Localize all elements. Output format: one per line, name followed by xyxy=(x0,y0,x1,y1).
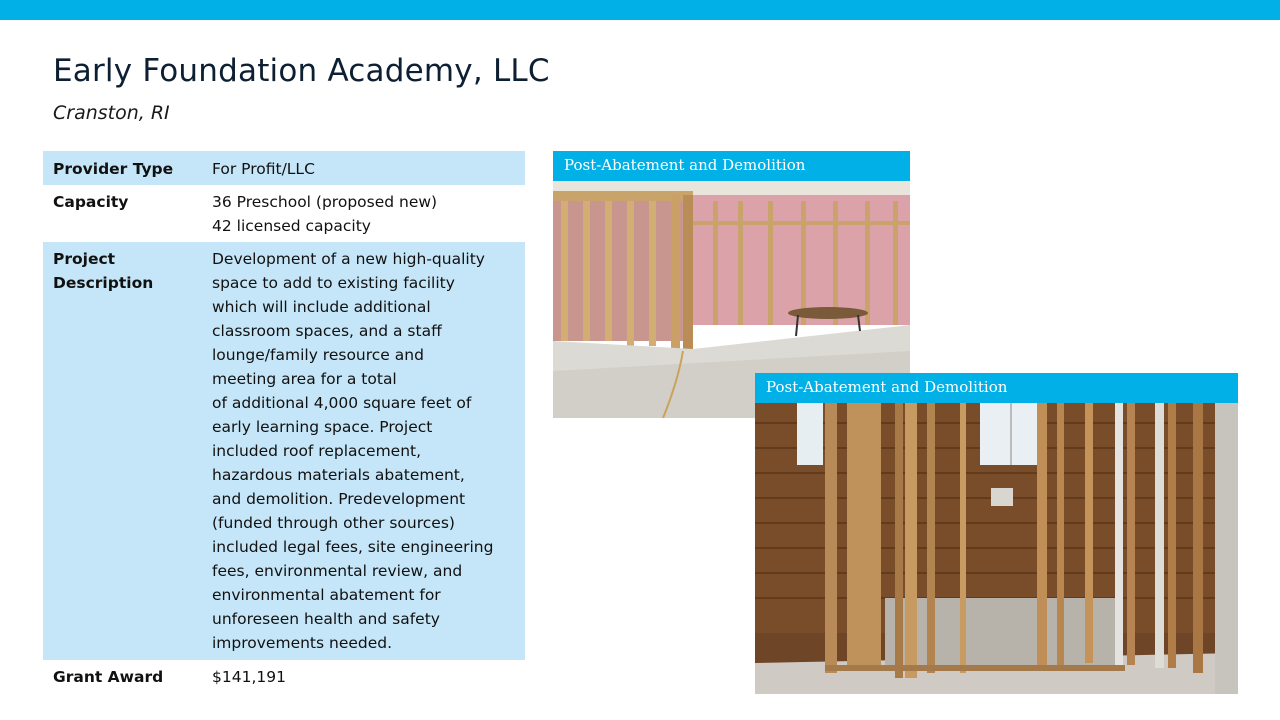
description-line: improvements needed. xyxy=(212,634,393,652)
description-line: space to add to existing facility xyxy=(212,274,455,292)
project-description-label-line: Project xyxy=(53,250,116,268)
provider-type-row xyxy=(43,151,525,185)
photo-card-2 xyxy=(755,373,1238,694)
photo-caption-2: Post-Abatement and Demolition xyxy=(755,373,1238,403)
capacity-line: 42 licensed capacity xyxy=(212,217,371,235)
description-line: included legal fees, site engineering xyxy=(212,538,494,556)
description-line: early learning space. Project xyxy=(212,418,433,436)
project-description-text xyxy=(202,242,525,660)
description-line: which will include additional xyxy=(212,298,431,316)
description-line: classroom spaces, and a staff xyxy=(212,322,442,340)
location-subtitle: Cranston, RI xyxy=(53,102,170,124)
provider-type-label: Provider Type xyxy=(43,151,202,185)
page-title: Early Foundation Academy, LLC xyxy=(53,53,550,89)
description-line: meeting area for a total xyxy=(212,370,397,388)
description-line: hazardous materials abatement, xyxy=(212,466,465,484)
grant-award-label: Grant Award xyxy=(43,660,202,696)
description-line: unforeseen health and safety xyxy=(212,610,440,628)
capacity-label: Capacity xyxy=(43,185,202,242)
description-line: fees, environmental review, and xyxy=(212,562,463,580)
description-line: lounge/family resource and xyxy=(212,346,424,364)
description-line: of additional 4,000 square feet of xyxy=(212,394,472,412)
capacity-row xyxy=(43,185,525,242)
capacity-line: 36 Preschool (proposed new) xyxy=(212,193,438,211)
description-line: environmental abatement for xyxy=(212,586,441,604)
top-accent-bar xyxy=(0,0,1280,20)
project-description-row xyxy=(43,242,525,660)
grant-award-row xyxy=(43,660,525,696)
grant-award-value: $141,191 xyxy=(202,660,525,696)
description-line: and demolition. Predevelopment xyxy=(212,490,466,508)
description-line: included roof replacement, xyxy=(212,442,422,460)
project-description-label-line: Description xyxy=(53,274,154,292)
description-line: (funded through other sources) xyxy=(212,514,455,532)
demolition-photo-2 xyxy=(755,403,1238,694)
photo-caption-1: Post-Abatement and Demolition xyxy=(553,151,910,181)
capacity-value xyxy=(202,185,525,242)
project-description-label xyxy=(43,242,202,660)
description-line: Development of a new high-quality xyxy=(212,250,485,268)
project-details-table xyxy=(43,151,525,696)
provider-type-value: For Profit/LLC xyxy=(202,151,525,185)
